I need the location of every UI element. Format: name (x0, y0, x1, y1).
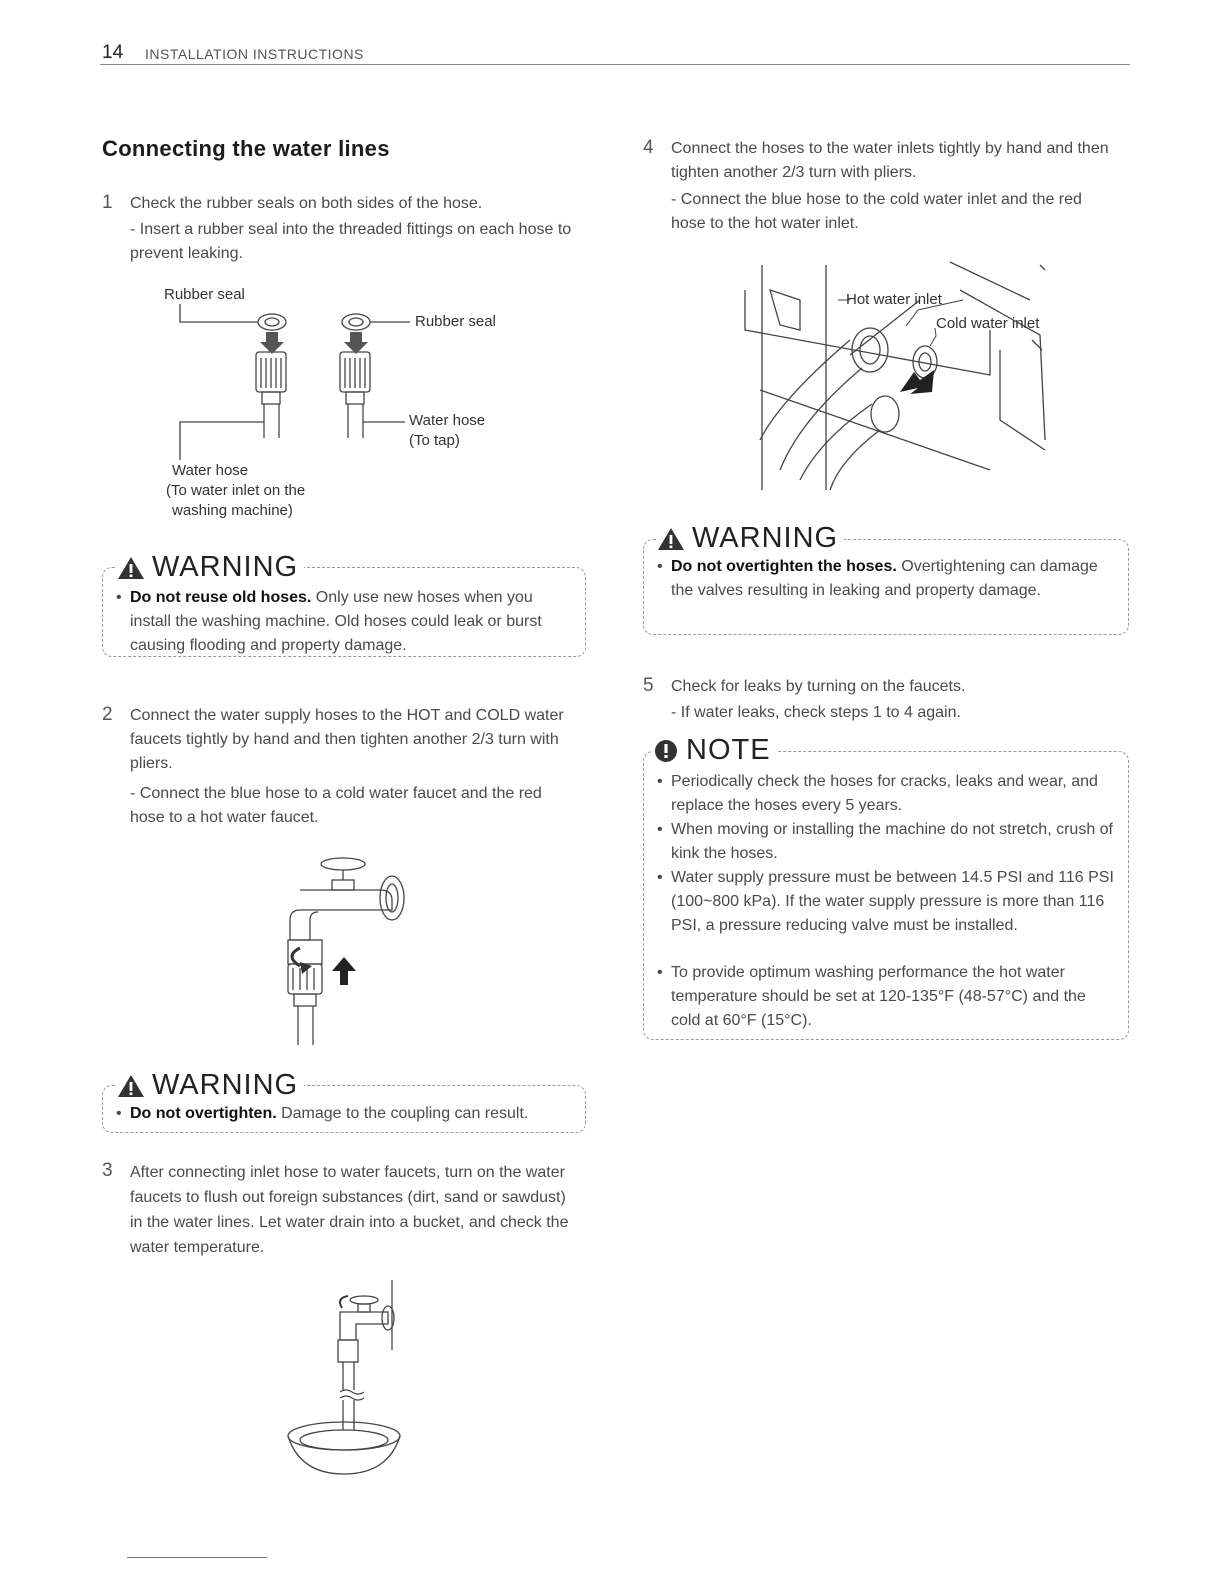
note-heading (652, 734, 777, 767)
warning-triangle-icon (656, 526, 686, 552)
note-item-2: • When moving or installing the machine do not stretch, crush of kink the hoses. (657, 821, 1113, 862)
warning-label-1: WARNING (152, 551, 299, 583)
step-1-number: 1 (102, 192, 113, 213)
warning-3-text: • Do not overtighten the hoses. Overtightening can damage the valves resulting in leaking and property damage. (657, 558, 1098, 599)
warning-heading-3 (656, 522, 844, 555)
note-item-1-text: Periodically check the hoses for cracks, leaks and wear, and replace the hoses every 5 years. (671, 773, 1098, 814)
note-item-1: • Periodically check the hoses for cracks, leaks and wear, and replace the hoses every 5 years. (657, 773, 1098, 814)
warning-2-body: Damage to the coupling can result. (276, 1105, 529, 1122)
warning-2-bold: Do not overtighten. (130, 1105, 277, 1122)
label-water-hose-machine-1: Water hose (172, 462, 249, 479)
label-rubber-seal-left: Rubber seal (164, 286, 245, 303)
step-1-subtext: - Insert a rubber seal into the threaded fittings on each hose to prevent leaking. (130, 221, 572, 262)
warning-3-body: Overtightening can damage the valves resulting in leaking and property damage. (671, 558, 1098, 599)
note-exclamation-icon (652, 737, 680, 765)
section-title: INSTALLATION INSTRUCTIONS (145, 46, 364, 62)
label-water-hose-machine-3: washing machine) (172, 502, 293, 519)
step-5-text: Check for leaks by turning on the faucets. (671, 678, 966, 695)
footer-rule (127, 1557, 267, 1558)
warning-3-bold: Do not overtighten the hoses. (671, 558, 897, 575)
step-3-text: After connecting inlet hose to water faucets, turn on the water faucets to flush out foreign substances (dirt, sand or sawdust) in the water lines. Let water drain into a bucket, and check the water temperature. (130, 1164, 569, 1256)
warning-1-bold: Do not reuse old hoses. (130, 589, 312, 606)
label-hot-water-inlet: Hot water inlet (846, 291, 942, 308)
note-item-4-text: To provide optimum washing performance the hot water temperature should be set at 120-135°F (48-57°C) and the cold at 60°F (15°C). (671, 964, 1086, 1029)
label-cold-water-inlet: Cold water inlet (936, 315, 1040, 332)
label-water-hose-tap: Water hose (To tap) (409, 412, 486, 449)
warning-1-text: • Do not reuse old hoses. Only use new hoses when you install the washing machine. Old hoses could leak or burst causing flooding and property damage. (116, 589, 542, 654)
warning-label-3: WARNING (692, 522, 839, 554)
step-2-subtext: - Connect the blue hose to a cold water faucet and the red hose to a hot water faucet. (130, 785, 542, 826)
note-item-3: • Water supply pressure must be between 14.5 PSI and 116 PSI (100~800 kPa). If the water supply pressure is more than 116 PSI, a pressure reducing valve must be installed. (657, 869, 1114, 934)
note-item-2-text: When moving or installing the machine do not stretch, crush of kink the hoses. (671, 821, 1113, 862)
step-4-subtext: - Connect the blue hose to the cold water inlet and the red hose to the hot water inlet. (671, 191, 1082, 232)
warning-1-body: Only use new hoses when you install the washing machine. Old hoses could leak or burst causing flooding and property damage. (130, 589, 542, 654)
step-4-text: Connect the hoses to the water inlets tightly by hand and then tighten another 2/3 turn with pliers. (671, 140, 1109, 181)
step-3-number: 3 (102, 1160, 113, 1181)
page-title: Connecting the water lines (102, 136, 390, 161)
step-5-number: 5 (643, 675, 654, 696)
warning-label-2: WARNING (152, 1069, 299, 1101)
warning-2-text: • Do not overtighten. Damage to the coupling can result. (116, 1105, 529, 1122)
step-1-text: Check the rubber seals on both sides of the hose. (130, 195, 483, 212)
label-water-hose-machine-2: (To water inlet on the (166, 482, 306, 499)
note-item-4: • To provide optimum washing performance the hot water temperature should be set at 120-135°F (48-57°C) and the cold at 60°F (15°C). (657, 964, 1086, 1029)
page-number: 14 (102, 42, 124, 63)
note-label: NOTE (686, 734, 771, 766)
step-2-number: 2 (102, 704, 113, 725)
step-4-number: 4 (643, 137, 654, 158)
step-2-text: Connect the water supply hoses to the HOT and COLD water faucets tightly by hand and then tighten another 2/3 turn with pliers. (130, 707, 564, 772)
step-5-subtext: - If water leaks, check steps 1 to 4 again. (671, 704, 961, 721)
note-item-3-text: Water supply pressure must be between 14.5 PSI and 116 PSI (100~800 kPa). If the water supply pressure is more than 116 PSI, a pressure reducing valve must be installed. (671, 869, 1114, 934)
label-rubber-seal-right: Rubber seal (415, 313, 496, 330)
